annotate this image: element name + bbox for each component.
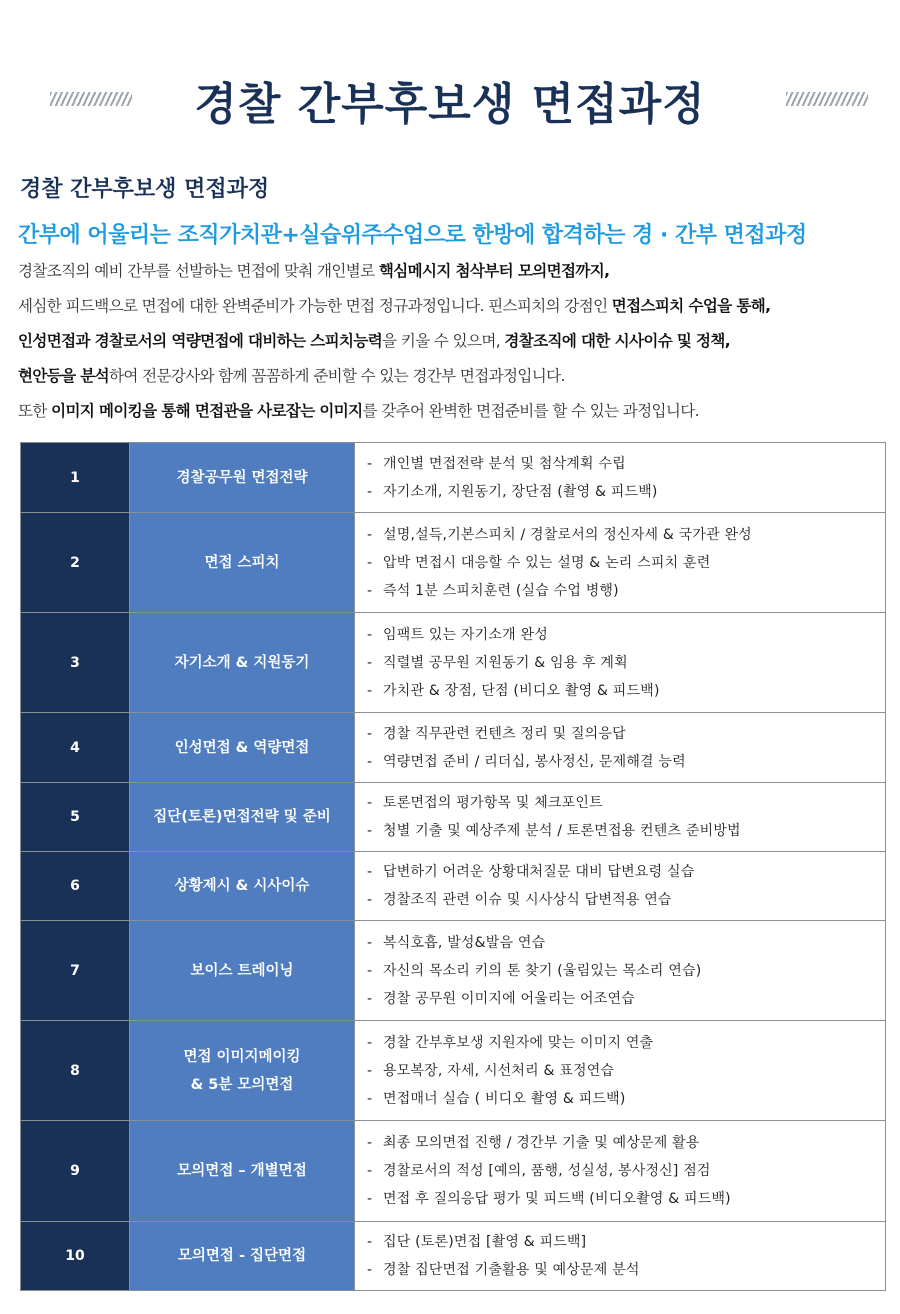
session-item-text: 토론면접의 평가항목 및 체크포인트 bbox=[383, 795, 603, 811]
session-item bbox=[367, 677, 877, 705]
description-highlight: 인성면접과 경찰로서의 역량면접에 대비하는 스피치능력 bbox=[18, 332, 383, 350]
session-item-text: 경찰 직무관련 컨텐츠 정리 및 질의응답 bbox=[383, 725, 626, 742]
session-item-text: 집단 (토론)면접 [촬영 & 피드백] bbox=[383, 1234, 587, 1250]
description-text: 경찰조직의 예비 간부를 선발하는 면접에 맞춰 개인별로 bbox=[18, 262, 379, 280]
description-text: 하여 전문강사와 함께 꼼꼼하게 준비할 수 있는 경간부 면접과정입니다. bbox=[109, 367, 565, 385]
session-number: 4 bbox=[21, 713, 130, 783]
session-item-text: 청별 기출 및 예상주제 분석 / 토론면접용 컨텐츠 준비방법 bbox=[383, 823, 741, 839]
session-item bbox=[367, 1185, 877, 1213]
session-name bbox=[130, 1222, 355, 1291]
curriculum-row bbox=[21, 852, 886, 921]
session-number: 8 bbox=[21, 1021, 130, 1121]
session-number: 6 bbox=[21, 852, 130, 921]
session-item bbox=[367, 577, 877, 605]
page-title: 경찰 간부후보생 면접과정 bbox=[194, 79, 706, 130]
session-item-text: 경찰 간부후보생 지원자에 맞는 이미지 연출 bbox=[383, 1034, 654, 1051]
session-item bbox=[367, 817, 877, 845]
session-item-text: 즉석 1분 스피치훈련 (실습 수업 병행) bbox=[383, 582, 619, 599]
session-name bbox=[130, 1121, 355, 1222]
bullet-dash: - bbox=[367, 962, 373, 979]
bullet-dash: - bbox=[367, 1062, 373, 1079]
session-name bbox=[130, 1021, 355, 1121]
session-item-text: 압박 면접시 대응할 수 있는 설명 & 논리 스피치 훈련 bbox=[383, 554, 711, 571]
session-item-text: 설명,설득,기본스피치 / 경찰로서의 정신자세 & 국가관 완성 bbox=[383, 526, 752, 543]
bullet-dash: - bbox=[367, 795, 373, 811]
bullet-dash: - bbox=[367, 892, 373, 908]
curriculum-row bbox=[21, 513, 886, 613]
session-name bbox=[130, 852, 355, 921]
session-name-line: 자기소개 & 지원동기 bbox=[174, 654, 310, 671]
right-stripe-decoration bbox=[786, 92, 868, 106]
session-name bbox=[130, 443, 355, 513]
session-item-text: 가치관 & 장점, 단점 (비디오 촬영 & 피드백) bbox=[383, 682, 660, 699]
bullet-dash: - bbox=[367, 483, 373, 500]
session-item-text: 직렬별 공무원 지원동기 & 임용 후 계획 bbox=[383, 654, 628, 671]
session-name bbox=[130, 513, 355, 613]
session-item-text: 복식호흡, 발성&발음 연습 bbox=[383, 934, 546, 951]
session-item-text: 용모복장, 자세, 시선처리 & 표정연습 bbox=[383, 1062, 615, 1079]
session-name bbox=[130, 921, 355, 1021]
session-name bbox=[130, 613, 355, 713]
session-item bbox=[367, 1228, 877, 1256]
bullet-dash: - bbox=[367, 1234, 373, 1250]
curriculum-row bbox=[21, 783, 886, 852]
session-item bbox=[367, 1256, 877, 1284]
description-highlight: 경찰조직에 대한 시사이슈 및 정책, bbox=[504, 332, 731, 350]
bullet-dash: - bbox=[367, 526, 373, 543]
session-item-text: 최종 모의면접 진행 / 경간부 기출 및 예상문제 활용 bbox=[383, 1135, 700, 1151]
curriculum-row bbox=[21, 613, 886, 713]
session-item bbox=[367, 720, 877, 748]
description-line bbox=[18, 398, 888, 433]
session-name-line: 모의면접 - 집단면접 bbox=[177, 1248, 307, 1264]
session-name-line: & 5분 모의면접 bbox=[190, 1076, 294, 1093]
description-line bbox=[18, 328, 888, 363]
section-subtitle: 경찰 간부후보생 면접과정 bbox=[20, 177, 270, 202]
bullet-dash: - bbox=[367, 823, 373, 839]
session-item bbox=[367, 549, 877, 577]
session-item bbox=[367, 858, 877, 886]
session-name-line: 인성면접 & 역량면접 bbox=[174, 739, 310, 756]
bullet-dash: - bbox=[367, 1262, 373, 1278]
session-item-text: 경찰조직 관련 이슈 및 시사상식 답변적용 연습 bbox=[383, 892, 672, 908]
session-number: 5 bbox=[21, 783, 130, 852]
session-name-line: 보이스 트레이닝 bbox=[190, 962, 294, 979]
session-item bbox=[367, 521, 877, 549]
session-item-text: 역량면접 준비 / 리더십, 봉사정신, 문제해결 능력 bbox=[383, 753, 686, 770]
bullet-dash: - bbox=[367, 1090, 373, 1107]
session-items bbox=[355, 443, 886, 513]
session-item-text: 면접매너 실습 ( 비디오 촬영 & 피드백) bbox=[383, 1090, 626, 1107]
bullet-dash: - bbox=[367, 1163, 373, 1179]
description-text: 을 키울 수 있으며, bbox=[382, 332, 505, 350]
session-item bbox=[367, 957, 877, 985]
session-name bbox=[130, 713, 355, 783]
session-items bbox=[355, 783, 886, 852]
session-items bbox=[355, 1222, 886, 1291]
session-name-line: 상황제시 & 시사이슈 bbox=[174, 878, 310, 894]
bullet-dash: - bbox=[367, 582, 373, 599]
bullet-dash: - bbox=[367, 626, 373, 643]
session-item bbox=[367, 985, 877, 1013]
session-item-text: 자기소개, 지원동기, 장단점 (촬영 & 피드백) bbox=[383, 483, 658, 500]
session-item-text: 경찰 집단면접 기출활용 및 예상문제 분석 bbox=[383, 1262, 640, 1278]
bullet-dash: - bbox=[367, 455, 373, 472]
session-number: 2 bbox=[21, 513, 130, 613]
curriculum-table bbox=[20, 442, 886, 1291]
curriculum-row bbox=[21, 1021, 886, 1121]
session-item bbox=[367, 649, 877, 677]
bullet-dash: - bbox=[367, 554, 373, 571]
bullet-dash: - bbox=[367, 682, 373, 699]
session-item bbox=[367, 450, 877, 478]
curriculum-row bbox=[21, 1222, 886, 1291]
session-number: 1 bbox=[21, 443, 130, 513]
session-name-line: 경찰공무원 면접전략 bbox=[176, 469, 308, 486]
session-item bbox=[367, 621, 877, 649]
description-text: 또한 bbox=[18, 402, 52, 420]
curriculum-row bbox=[21, 921, 886, 1021]
session-number: 7 bbox=[21, 921, 130, 1021]
bullet-dash: - bbox=[367, 1135, 373, 1151]
page-header bbox=[0, 60, 900, 140]
session-item-text: 자신의 목소리 키의 톤 찾기 (울림있는 목소리 연습) bbox=[383, 962, 702, 979]
session-item bbox=[367, 929, 877, 957]
description-line bbox=[18, 363, 888, 398]
session-name-line: 면접 이미지메이킹 bbox=[183, 1048, 301, 1065]
session-item bbox=[367, 886, 877, 914]
session-item bbox=[367, 1085, 877, 1113]
session-items bbox=[355, 1121, 886, 1222]
session-items bbox=[355, 513, 886, 613]
description-highlight: 현안등을 분석 bbox=[18, 367, 110, 385]
session-name-line: 집단(토론)면접전략 및 준비 bbox=[153, 809, 331, 825]
session-items bbox=[355, 713, 886, 783]
session-number: 10 bbox=[21, 1222, 130, 1291]
description-line bbox=[18, 293, 888, 328]
bullet-dash: - bbox=[367, 725, 373, 742]
session-number: 3 bbox=[21, 613, 130, 713]
description-highlight: 이미지 메이킹을 통해 면접관을 사로잡는 이미지 bbox=[51, 402, 363, 420]
session-item-text: 면접 후 질의응답 평가 및 피드백 (비디오촬영 & 피드백) bbox=[383, 1191, 731, 1207]
bullet-dash: - bbox=[367, 753, 373, 770]
session-item-text: 개인별 면접전략 분석 및 첨삭계획 수립 bbox=[383, 455, 626, 472]
description-line bbox=[18, 258, 888, 293]
bullet-dash: - bbox=[367, 934, 373, 951]
bullet-dash: - bbox=[367, 1034, 373, 1051]
description-text: 를 갖추어 완벽한 면접준비를 할 수 있는 과정입니다. bbox=[362, 402, 699, 420]
session-item bbox=[367, 748, 877, 776]
bullet-dash: - bbox=[367, 990, 373, 1007]
bullet-dash: - bbox=[367, 864, 373, 880]
session-item-text: 경찰 공무원 이미지에 어울리는 어조연습 bbox=[383, 990, 635, 1007]
description-highlight: 면접스피치 수업을 통해, bbox=[611, 297, 771, 315]
curriculum-row bbox=[21, 1121, 886, 1222]
curriculum-row bbox=[21, 443, 886, 513]
session-name-line: 면접 스피치 bbox=[204, 554, 280, 571]
bullet-dash: - bbox=[367, 654, 373, 671]
bullet-dash: - bbox=[367, 1191, 373, 1207]
session-item bbox=[367, 1029, 877, 1057]
session-name bbox=[130, 783, 355, 852]
session-item bbox=[367, 1129, 877, 1157]
session-items bbox=[355, 1021, 886, 1121]
session-item bbox=[367, 1057, 877, 1085]
session-item bbox=[367, 478, 877, 506]
description-highlight: 핵심메시지 첨삭부터 모의면접까지, bbox=[378, 262, 610, 280]
session-items bbox=[355, 613, 886, 713]
session-item bbox=[367, 1157, 877, 1185]
session-item-text: 임팩트 있는 자기소개 완성 bbox=[383, 626, 548, 643]
session-number: 9 bbox=[21, 1121, 130, 1222]
session-item-text: 답변하기 어려운 상황대처질문 대비 답변요령 실습 bbox=[383, 864, 695, 880]
curriculum-row bbox=[21, 713, 886, 783]
description-text: 세심한 피드백으로 면접에 대한 완벽준비가 가능한 면접 정규과정입니다. 핀스피치의 강점인 bbox=[18, 297, 612, 315]
session-item bbox=[367, 789, 877, 817]
session-items bbox=[355, 921, 886, 1021]
session-items bbox=[355, 852, 886, 921]
session-name-line: 모의면접 – 개별면접 bbox=[177, 1163, 307, 1179]
course-description bbox=[18, 258, 888, 433]
session-item-text: 경찰로서의 적성 [예의, 품행, 성실성, 봉사정신] 점검 bbox=[383, 1163, 711, 1179]
course-tagline: 간부에 어울리는 조직가치관+실습위주수업으로 한방에 합격하는 경 · 간부 면접과정 bbox=[18, 223, 807, 248]
